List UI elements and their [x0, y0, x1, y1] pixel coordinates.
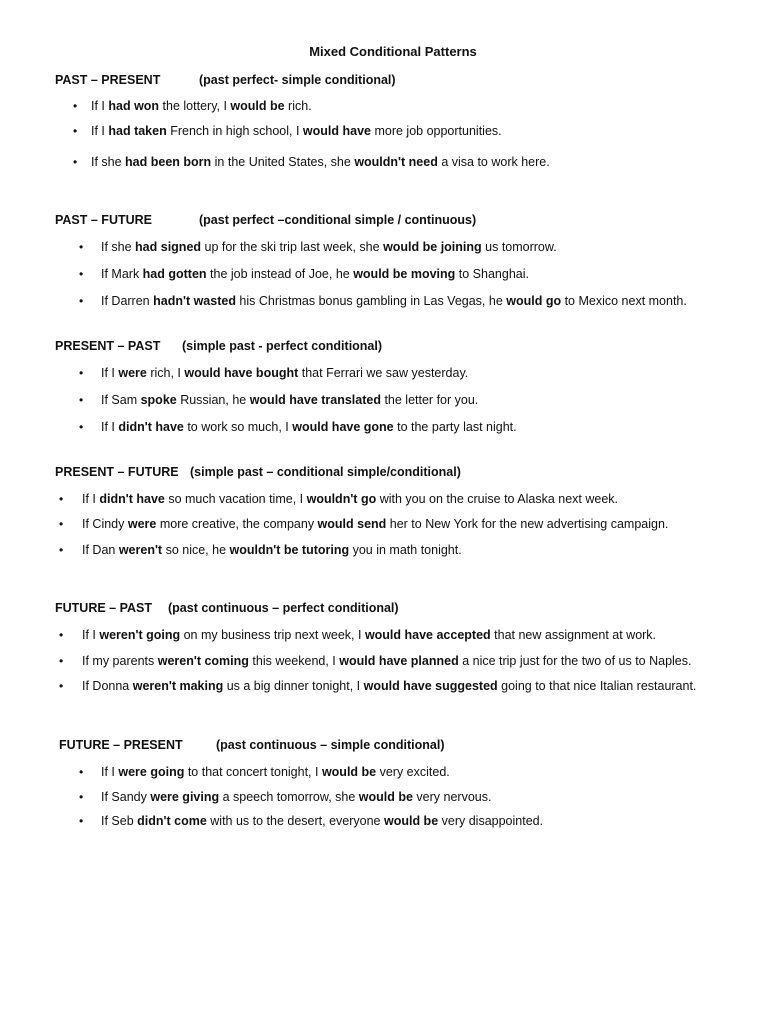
example-sentence: [79, 790, 492, 804]
sentence-text: up for the ski trip last week, she: [201, 240, 384, 254]
sentence-text: If Mark: [101, 267, 143, 281]
bullet-icon: •: [59, 543, 64, 557]
sentence-text: going to that nice Italian restaurant.: [497, 679, 697, 693]
section-heading: [55, 73, 396, 87]
sentence-text: If she: [101, 240, 136, 254]
sentence-text: very excited.: [376, 765, 450, 779]
bullet-icon: •: [79, 790, 84, 804]
section-heading: [55, 465, 461, 479]
sentence-text: this weekend, I: [248, 654, 340, 668]
section-name: FUTURE – PRESENT: [59, 738, 183, 752]
verb-phrase: were: [118, 366, 147, 380]
bullet-icon: •: [79, 393, 84, 407]
sentence-text: to that concert tonight, I: [184, 765, 322, 779]
verb-phrase: had been born: [125, 155, 212, 169]
section-heading: [59, 738, 445, 752]
example-sentence: [79, 393, 479, 407]
example-sentence: [73, 155, 550, 169]
example-sentence: [59, 492, 619, 506]
sentence-text: French in high school, I: [166, 124, 303, 138]
sentence-text: her to New York for the new advertising campaign.: [386, 517, 669, 531]
bullet-icon: •: [79, 267, 84, 281]
verb-phrase: had won: [108, 99, 160, 113]
section-heading: [55, 339, 383, 353]
example-sentence: [79, 294, 687, 308]
example-sentence: [79, 420, 517, 434]
verb-phrase: had taken: [108, 124, 167, 138]
sentence-text: If Donna: [82, 679, 133, 693]
verb-phrase: wouldn't need: [354, 155, 438, 169]
bullet-icon: •: [79, 420, 84, 434]
section-pattern: (past perfect- simple conditional): [199, 73, 396, 87]
section-name: PAST – FUTURE: [55, 213, 152, 227]
verb-phrase: would have accepted: [364, 628, 491, 642]
sentence-text: us a big dinner tonight, I: [223, 679, 364, 693]
sentence-text: in the United States, she: [211, 155, 355, 169]
verb-phrase: weren't: [118, 543, 163, 557]
bullet-icon: •: [79, 240, 84, 254]
sentence-text: his Christmas bonus gambling in Las Vegas, he: [235, 294, 507, 308]
verb-phrase: hadn't wasted: [153, 294, 236, 308]
section-name: PAST – PRESENT: [55, 73, 161, 87]
example-sentence: [59, 517, 669, 531]
sentence-text: If I: [82, 628, 100, 642]
sentence-text: to the party last night.: [393, 420, 517, 434]
verb-phrase: had signed: [135, 240, 202, 254]
bullet-icon: •: [73, 99, 78, 113]
bullet-icon: •: [59, 679, 64, 693]
section-heading: [55, 213, 477, 227]
example-sentence: [79, 240, 557, 254]
bullet-icon: •: [79, 294, 84, 308]
example-sentence: [73, 124, 502, 138]
verb-phrase: would be: [358, 790, 413, 804]
sentence-text: very disappointed.: [438, 814, 544, 828]
verb-phrase: had gotten: [142, 267, 207, 281]
sentence-text: so nice, he: [162, 543, 230, 557]
bullet-icon: •: [59, 517, 64, 531]
verb-phrase: would be: [383, 814, 439, 828]
verb-phrase: wouldn't be tutoring: [229, 543, 350, 557]
section-pattern: (past continuous – simple conditional): [216, 738, 445, 752]
verb-phrase: weren't going: [99, 628, 181, 642]
verb-phrase: would have gone: [292, 420, 394, 434]
sentence-text: very nervous.: [412, 790, 492, 804]
sentence-text: that Ferrari we saw yesterday.: [298, 366, 469, 380]
section-pattern: (simple past – conditional simple/conditional): [190, 465, 461, 479]
sentence-text: If I: [91, 124, 109, 138]
example-sentence: [59, 654, 692, 668]
verb-phrase: didn't have: [99, 492, 165, 506]
verb-phrase: weren't making: [132, 679, 224, 693]
bullet-icon: •: [73, 155, 78, 169]
section-heading: [55, 601, 399, 615]
bullet-icon: •: [73, 124, 78, 138]
sentence-text: to work so much, I: [183, 420, 293, 434]
sentence-text: to Mexico next month.: [561, 294, 687, 308]
bullet-icon: •: [59, 628, 64, 642]
verb-phrase: were: [127, 517, 157, 531]
verb-phrase: would be: [321, 765, 377, 779]
verb-phrase: would be moving: [353, 267, 456, 281]
verb-phrase: would go: [506, 294, 562, 308]
sentence-text: the letter for you.: [380, 393, 479, 407]
section-name: FUTURE – PAST: [55, 601, 152, 615]
bullet-icon: •: [59, 492, 64, 506]
sentence-text: on my business trip next week, I: [180, 628, 365, 642]
example-sentence: [59, 543, 462, 557]
sentence-text: the lottery, I: [159, 99, 231, 113]
verb-phrase: were going: [118, 765, 185, 779]
sentence-text: If Seb: [101, 814, 138, 828]
sentence-text: so much vacation time, I: [164, 492, 307, 506]
section-pattern: (past continuous – perfect conditional): [168, 601, 399, 615]
sentence-text: more job opportunities.: [371, 124, 502, 138]
verb-phrase: didn't have: [118, 420, 184, 434]
example-sentence: [79, 814, 544, 828]
section-name: PRESENT – FUTURE: [55, 465, 179, 479]
verb-phrase: would have translated: [249, 393, 381, 407]
example-sentence: [59, 679, 697, 693]
sentence-text: If I: [91, 99, 109, 113]
verb-phrase: didn't come: [137, 814, 207, 828]
verb-phrase: would have: [302, 124, 371, 138]
sentence-text: If Sandy: [101, 790, 151, 804]
bullet-icon: •: [79, 366, 84, 380]
bullet-icon: •: [79, 765, 84, 779]
verb-phrase: would have bought: [184, 366, 299, 380]
sentence-text: If I: [101, 420, 119, 434]
bullet-icon: •: [59, 654, 64, 668]
example-sentence: [79, 765, 450, 779]
section-name: PRESENT – PAST: [55, 339, 161, 353]
sentence-text: If Dan: [82, 543, 119, 557]
sentence-text: that new assignment at work.: [490, 628, 657, 642]
sentence-text: us tomorrow.: [481, 240, 557, 254]
sentence-text: rich.: [284, 99, 312, 113]
verb-phrase: would be: [230, 99, 285, 113]
sentence-text: more creative, the company: [156, 517, 318, 531]
verb-phrase: spoke: [140, 393, 177, 407]
section-pattern: (past perfect –conditional simple / continuous): [199, 213, 477, 227]
sentence-text: If Cindy: [82, 517, 128, 531]
example-sentence: [73, 99, 312, 113]
sentence-text: a speech tomorrow, she: [219, 790, 359, 804]
bullet-icon: •: [79, 814, 84, 828]
example-sentence: [59, 628, 657, 642]
sentence-text: to Shanghai.: [455, 267, 529, 281]
example-sentence: [79, 267, 529, 281]
sentence-text: If I: [82, 492, 100, 506]
example-sentence: [79, 366, 469, 380]
sentence-text: If my parents: [82, 654, 158, 668]
document-title: Mixed Conditional Patterns: [309, 44, 477, 59]
verb-phrase: would be joining: [383, 240, 482, 254]
section-pattern: (simple past - perfect conditional): [182, 339, 383, 353]
sentence-text: you in math tonight.: [349, 543, 462, 557]
verb-phrase: weren't coming: [157, 654, 249, 668]
sentence-text: If Darren: [101, 294, 154, 308]
verb-phrase: were giving: [150, 790, 220, 804]
sentence-text: with us to the desert, everyone: [206, 814, 384, 828]
sentence-text: the job instead of Joe, he: [206, 267, 354, 281]
verb-phrase: would send: [317, 517, 387, 531]
sentence-text: a nice trip just for the two of us to Naples.: [458, 654, 692, 668]
sentence-text: If I: [101, 366, 119, 380]
sentence-text: If I: [101, 765, 119, 779]
verb-phrase: would have suggested: [363, 679, 498, 693]
sentence-text: rich, I: [146, 366, 185, 380]
sentence-text: with you on the cruise to Alaska next week.: [376, 492, 619, 506]
sentence-text: Russian, he: [176, 393, 250, 407]
sentence-text: If Sam: [101, 393, 141, 407]
verb-phrase: wouldn't go: [306, 492, 377, 506]
verb-phrase: would have planned: [339, 654, 459, 668]
sentence-text: a visa to work here.: [437, 155, 550, 169]
sentence-text: If she: [91, 155, 126, 169]
